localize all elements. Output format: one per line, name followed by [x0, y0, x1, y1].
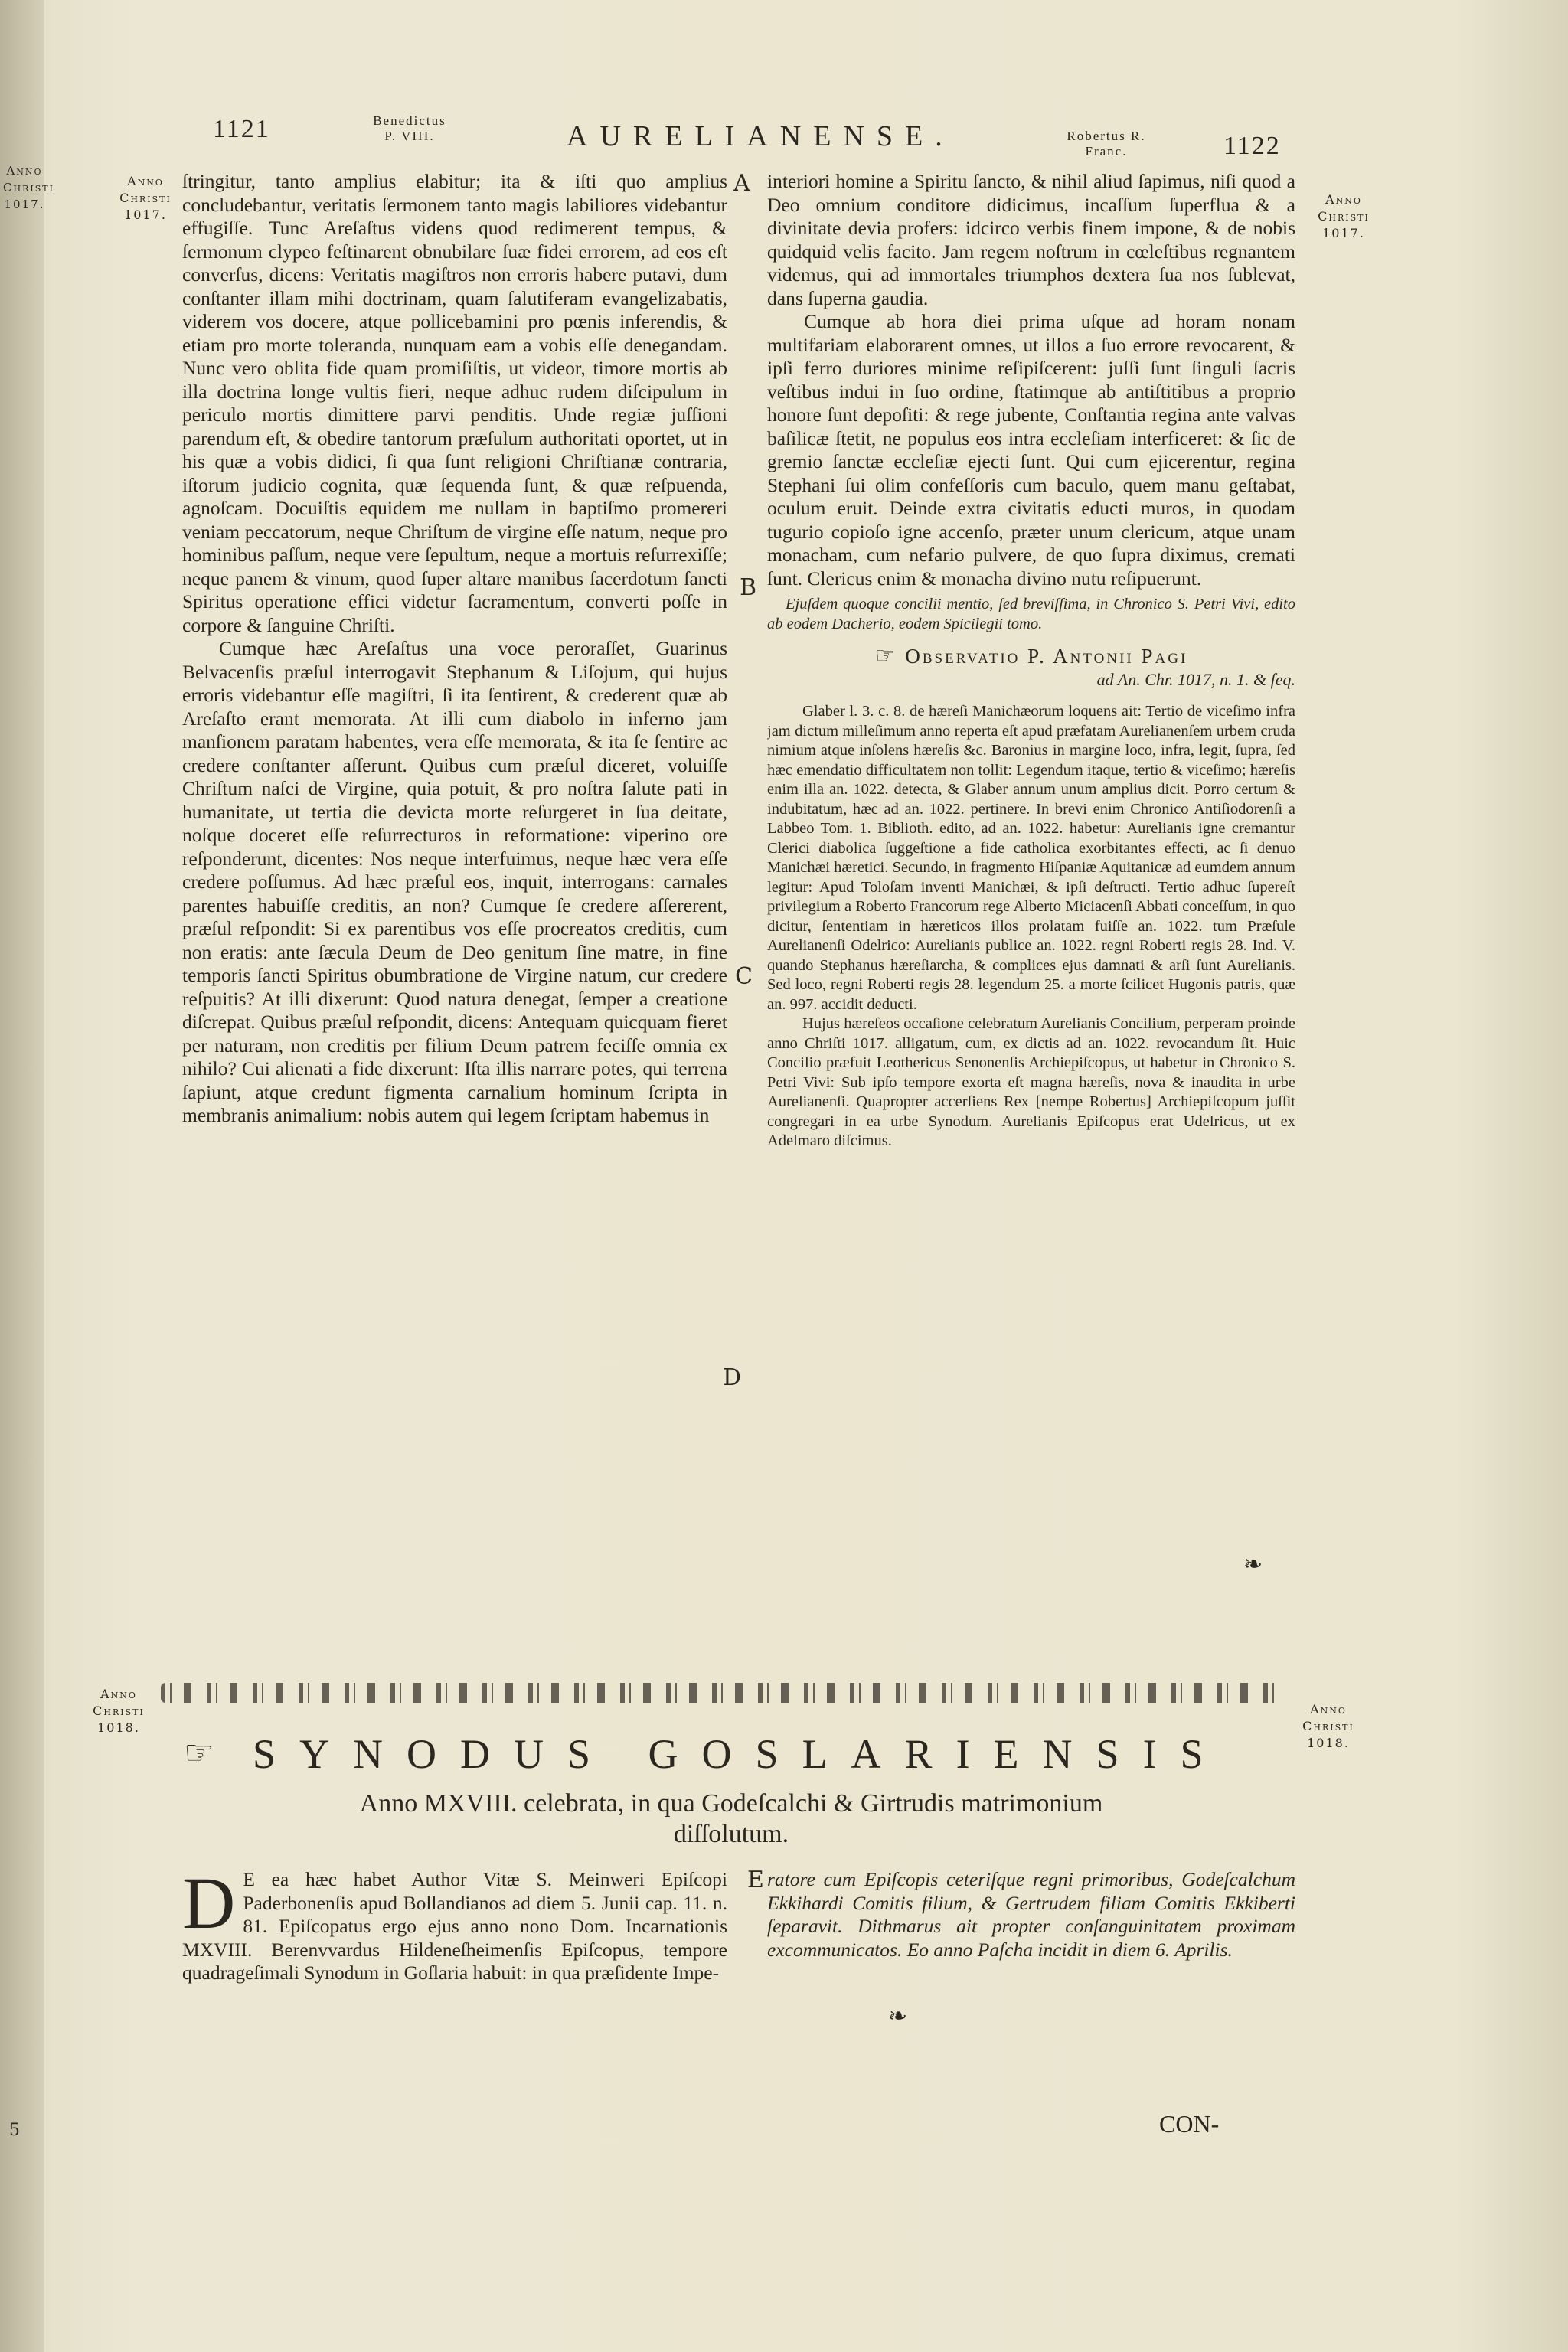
- concilii-note: Ejuſdem quoque concilii mentio, ſed breviſſima, in Chronico S. Petri Vivi, edito ab eodem Dacherio, eodem Spicilegii tomo.: [767, 596, 1295, 632]
- gutter-year-note: [3, 162, 54, 213]
- margin-letter-d: D: [723, 1364, 742, 1391]
- subtitle-line-2: diſſolutum.: [673, 1820, 789, 1848]
- pointing-hand-icon: ☞: [184, 1733, 214, 1772]
- left-pope-label: [352, 113, 467, 144]
- christi-label: Christi: [1302, 1719, 1354, 1733]
- margin-letter-c: C: [735, 963, 753, 990]
- left-year-note-1018: [77, 1686, 161, 1736]
- observatio-title: Observatio P. Antonii Pagi: [905, 645, 1188, 668]
- right-text-column: [767, 170, 1295, 1663]
- right-year-note: [1302, 191, 1386, 242]
- synod-left-column: [182, 1868, 727, 2067]
- subtitle-line-1: Anno MXVIII. celebrata, in qua Godeſcalchi & Girtrudis matrimonium: [359, 1789, 1103, 1818]
- observatio-heading: [767, 645, 1295, 668]
- synod-title: SYNODUS GOSLARIENSIS: [253, 1731, 1227, 1777]
- left-paragraph-1: ſtringitur, tanto amplius elabitur; ita & iſti quo amplius concludebantur, veritatis ſermonem tanto magis labiliores videbantur effugiſſe. Tunc Areſaſtus videns quod redimerent tempus, & ſermonum clypeo feſtinarent obnubilare ſuæ fidei errorem, ad eos eſt converſus, dicens: Veritatis magiſtros non erroris habere putavi, dum conſtanter illam mihi doctrinam, quam ſalutiferam evangelizabatis, viderem vos docere, atque pollicebamini pro pœnis inferendis, & etiam pro morte toleranda, nunquam eam a vobis eſſe denegandam. Nunc vero oblita fide quam promiſiſtis, ut videor, timore mortis ab illa doctrina longe vultis fieri, neque adhuc rudem diſcipulum in periculo mortis dimittere parvi penditis. Unde regiæ juſſioni parendum eſt, & obedire tantorum præſulum authoritati oportet, ut in his quæ a vobis didici, ſi qua ſunt religioni Chriſtianæ contraria, iſtorum judicio cognita, quæ ſequenda ſunt, & quæ reſpuenda, agnoſcam. Docuiſtis equidem me nullam in baptiſmo promereri veniam peccatorum, neque Chriſtum de virgine eſſe natum, neque pro hominibus paſſum, neque vere ſepultum, neque a mortuis reſurrexiſſe; neque panem & vinum, quod ſuper altare manibus ſacerdotum ſancti Spiritus operatione effici videtur ſacramentum, converti poſſe in corpore & ſanguine Chriſti.: [182, 170, 727, 636]
- king-title: Franc.: [1085, 144, 1128, 158]
- year-label: 1018.: [1307, 1736, 1350, 1750]
- ornamental-rule: [161, 1683, 1279, 1703]
- right-king-label: [1022, 129, 1191, 159]
- anno-label: Anno: [127, 174, 164, 188]
- gutter-mark: 5: [9, 2121, 20, 2140]
- left-text-column: [182, 170, 727, 1609]
- observatio-paragraph-2: Hujus hæreſeos occaſione celebratum Aurelianis Concilium, perperam proinde anno Chriſti 1017. alligatum, cum, ex dictis ad an. 1022. revocandum ſit. Huic Concilio præfuit Leothericus Senonenſis Archiepiſcopus, ut habetur in Chronico S. Petri Vivi: Sub ipſo tempore exorta eſt magna hæreſis, nova & inaudita in urbe Aurelianenſi. Quapropter accerſiens Rex [nempe Robertus] Archiepiſcopum juſſit congregari in ea urbe Synodum. Aurelianis Epiſcopus erat Udelricus, ut ex Adelmaro diſcimus.: [767, 1015, 1295, 1149]
- gutter-year: 1017.: [4, 198, 45, 211]
- christi-label: Christi: [119, 191, 172, 205]
- anno-label: Anno: [100, 1687, 137, 1701]
- drop-cap: D: [182, 1868, 236, 1944]
- anno-label: Anno: [1325, 192, 1362, 207]
- end-ornament-icon: ❧: [888, 2003, 908, 2030]
- year-label: 1017.: [1322, 226, 1365, 240]
- observatio-paragraph-1: Glaber l. 3. c. 8. de hæreſi Manichæorum loquens ait: Tertio de viceſimo infra jam dictum milleſimum anno reperta eſt apud præfatam Aurelianenſem urbem cruda nimium atque inſolens hæreſis &c. Baronius in margine loco, infra, legit, ſupra, ſed hæc emendatio difficultatem non tollit: Legendum itaque, tertio & viceſimo; hæreſis enim illa an. 1022. detecta, & Glaber annum unum amplius dicit. Porro certum & indubitatum, hæc ad an. 1022. pertinere. In brevi enim Chronico Antiſiodorenſi a Labbeo Tom. 1. Biblioth. edito, ad an. 1022. habetur: Aurelianis igne cremantur Clerici diabolica ſuggeſtione a fide catholica exorbitantes effecti, ac ſi denuo Manichæi hæretici. Secundo, in fragmento Hiſpaniæ Aquitanicæ ad eumdem annum legitur: Apud Toloſam inventi Manichæi, & ipſi deſtructi. Tertio adhuc ſupereſt privilegium a Roberto Francorum rege Alberto Miciacenſi Abbati conceſſum, in quo dicitur, ſententiam in hæreticos illos prolatam fuiſſe an. 1022. tum Præſule Aurelianenſi Odelrico: Aurelianis publice an. 1022. regni Roberti regis 28. Ind. V. quando Stephanus hæreſiarcha, & complices ejus damnati & arſi ſunt Aurelianis. Sed loco, regni Roberti regis 28. legendum 25. a morte ſcilicet Hugonis patris, quæ an. 997. accidit deducti.: [767, 703, 1295, 1013]
- synod-right-column: [767, 1868, 1295, 2037]
- synod-left-text: E ea hæc habet Author Vitæ S. Meinweri Epiſcopi Paderbonenſis apud Bollandianos ad diem 5. Junii cap. 11. n. 81. Epiſcopatus ergo ejus anno nono Dom. Incarnationis MXVIII. Berenvvardus Hildeneſheimenſis Epiſcopus, tempore quadrageſimali Synodum in Goſlaria habuit: in qua præſidente Impe-: [182, 1868, 727, 1984]
- right-paragraph-1: interiori homine a Spiritu ſancto, & nihil aliud ſapimus, niſi quod a Deo omnium conditore didicimus, incaſſum ſuperflua & a divinitate devia profers: idcirco verbis finem impone, & de nobis quidquid velis facito. Jam regem noſtrum in cœleſtibus regnantem videmus, qui ad immortales triumphos dextera ſua nos ſublevat, dans ſuperna gaudia.: [767, 170, 1295, 309]
- right-year-note-1018: [1286, 1701, 1370, 1752]
- anno-label: Anno: [1310, 1702, 1347, 1717]
- left-year-note: [107, 173, 184, 224]
- year-label: 1018.: [97, 1720, 140, 1735]
- margin-letter-a: A: [733, 170, 750, 197]
- page-title: AURELIANENSE.: [567, 120, 955, 152]
- christi-label: Christi: [1318, 209, 1370, 224]
- king-name: Robertus R.: [1067, 129, 1146, 143]
- right-page-number: 1122: [1223, 132, 1281, 160]
- pointing-hand-icon: ☞: [874, 643, 898, 668]
- catchword: CON-: [1159, 2110, 1220, 2138]
- margin-letter-e: E: [747, 1867, 764, 1893]
- observatio-body: [767, 702, 1295, 1152]
- end-ornament-icon: ❧: [1243, 1551, 1263, 1578]
- synod-subtitle: [184, 1788, 1279, 1850]
- gutter-christi: Christi: [3, 181, 54, 194]
- gutter-anno: Anno: [6, 164, 43, 178]
- pope-name: Benedictus: [373, 113, 446, 128]
- left-paragraph-2: Cumque hæc Areſaſtus una voce peroraſſet, Guarinus Belvacenſis præſul interrogavit Stephanum & Liſojum, qui hujus erroris videbantur eſſe magiſtri, ſi ita ſentirent, & crederent quæ ab Areſaſto erant memorata. At illi cum diabolo in inferno jam manſionem paratam habentes, vera eſſe memorata, & ita ſe ſentire ac credere conſtanter aſſerunt. Quibus cum præſul diceret, voluiſſe Chriſtum naſci de Virgine, quia potuit, & pro noſtra ſalute pati in humanitate, ut tertia die devicta morte reſurgeret in ſua deitate, noſque doceret eſſe reſurrecturos in reformatione: viperino ore reſponderunt, dicentes: Nos neque interfuimus, neque hæc vera eſſe credere poſſumus. Ad hæc præſul eos, inquit, interrogans: carnales parentes habuiſſe creditis, an non? Cumque ſe credere aſſererent, præſul reſpondit: Si ex parentibus vos eſſe procreatos creditis, cum non eratis: ante ſæcula Deum de Deo genitum ſine matre, in fine temporis ſancti Spiritus obumbratione de Virgine natum, cur credere reſpuitis? At illi dixerunt: Quod natura denegat, ſemper a creatione diſcrepat. Quibus præſul reſpondit, dicens: Antequam quicquam fieret per naturam, non creditis per filium Deum patrem feciſſe omnia ex nihilo? Cui alienati a fide dixerunt: Iſta illis narrare potes, qui terrena ſapiunt, atque credunt figmenta carnalium hominum ſcripta in membranis animalium: nobis autem qui legem ſcriptam habemus in: [182, 637, 727, 1126]
- margin-letter-b: B: [740, 574, 757, 601]
- christi-label: Christi: [93, 1704, 145, 1718]
- binding-gutter: [0, 0, 54, 2352]
- observatio-reference: ad An. Chr. 1017, n. 1. & ſeq.: [1096, 669, 1295, 689]
- pope-number: P. VIII.: [384, 129, 435, 143]
- year-label: 1017.: [124, 207, 167, 222]
- left-page-number: 1121: [213, 115, 270, 143]
- right-paragraph-2: Cumque ab hora diei prima uſque ad horam nonam multifariam elaborarent omnes, ut illos a ſuo errore revocarent, & ipſi ferro duriores minime reſipiſcerent: juſſi ſunt ſinguli ſacris veſtibus indui in ſuo ordine, ſtatimque ab antiſtitibus a proprio honore ſunt depoſiti: & rege jubente, Conſtantia regina ante valvas baſilicæ ſtetit, ne populus eos intra eccleſiam interficeret: & ſic de gremio ſanctæ eccleſiæ ejecti ſunt. Qui cum ejicerentur, regina Stephani ſui olim confeſſoris cum baculo, quem manu geſtabat, oculum eruit. Deinde extra civitatis educti muros, in quodam tugurio copioſo igne accenſo, præter unum clericum, atque unam monacham, cum nefario pulvere, de quo ſupra diximus, cremati ſunt. Clericus enim & monacha divino nutu reſipuerunt.: [767, 310, 1295, 590]
- synod-right-text: ratore cum Epiſcopis ceteriſque regni primoribus, Godeſcalchum Ekkihardi Comitis filium, & Gertrudem filiam Comitis Ekkiberti ſeparavit. Dithmarus ait propter conſanguinitatem proximam excommunicatos. Eo anno Paſcha incidit in diem 6. Aprilis.: [767, 1868, 1295, 1961]
